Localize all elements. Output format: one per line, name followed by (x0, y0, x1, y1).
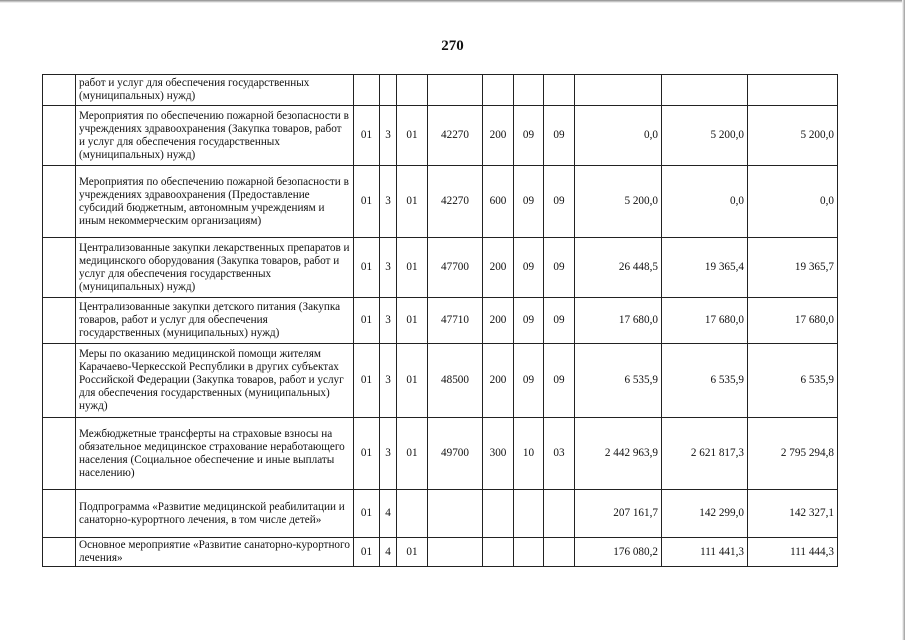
row-name-cell: Основное мероприятие «Развитие санаторно-курортного лечения» (76, 538, 354, 567)
table-row (43, 166, 838, 238)
row-code-cell: 4 (380, 490, 397, 538)
row-code-cell: 01 (354, 344, 380, 418)
row-code-cell: 01 (397, 238, 428, 298)
row-code-cell (544, 490, 575, 538)
row-code-cell (428, 75, 483, 106)
row-code-cell: 09 (514, 344, 544, 418)
row-name-cell: Централизованные закупки лекарственных препаратов и медицинского оборудования (Закупка товаров, работ и услуг для обеспечения государственных (муниципальных) нужд) (76, 238, 354, 298)
row-amount-cell: 0,0 (575, 106, 662, 166)
row-code-cell: 01 (397, 106, 428, 166)
row-amount-cell: 2 442 963,9 (575, 418, 662, 490)
row-code-cell (428, 490, 483, 538)
row-blank-cell (43, 418, 76, 490)
row-code-cell (514, 490, 544, 538)
row-code-cell: 200 (483, 238, 514, 298)
row-amount-cell: 176 080,2 (575, 538, 662, 567)
row-amount-cell (662, 75, 748, 106)
row-code-cell: 49700 (428, 418, 483, 490)
row-amount-cell: 142 327,1 (748, 490, 838, 538)
row-blank-cell (43, 538, 76, 567)
row-amount-cell: 19 365,7 (748, 238, 838, 298)
row-amount-cell (748, 75, 838, 106)
row-code-cell: 42270 (428, 166, 483, 238)
row-code-cell (483, 75, 514, 106)
row-name-cell: Подпрограмма «Развитие медицинской реабилитации и санаторно-курортного лечения, в том числе детей» (76, 490, 354, 538)
budget-table (42, 74, 838, 567)
scan-edge-top (0, 0, 905, 3)
row-code-cell: 300 (483, 418, 514, 490)
row-code-cell: 200 (483, 106, 514, 166)
row-code-cell: 47700 (428, 238, 483, 298)
table-body (43, 75, 838, 567)
row-amount-cell: 142 299,0 (662, 490, 748, 538)
table-row (43, 344, 838, 418)
row-amount-cell: 2 795 294,8 (748, 418, 838, 490)
row-code-cell (397, 490, 428, 538)
table-row (43, 490, 838, 538)
row-code-cell: 01 (354, 166, 380, 238)
row-name-cell: Централизованные закупки детского питания (Закупка товаров, работ и услуг для обеспечения государственных (муниципальных) нужд) (76, 298, 354, 344)
row-code-cell: 09 (514, 166, 544, 238)
table-row (43, 298, 838, 344)
row-code-cell: 01 (397, 298, 428, 344)
row-code-cell: 01 (354, 538, 380, 567)
row-code-cell: 47710 (428, 298, 483, 344)
row-code-cell: 09 (544, 238, 575, 298)
row-code-cell: 09 (544, 166, 575, 238)
row-code-cell: 01 (397, 166, 428, 238)
row-code-cell: 3 (380, 344, 397, 418)
row-amount-cell: 0,0 (748, 166, 838, 238)
table-row (43, 418, 838, 490)
row-blank-cell (43, 166, 76, 238)
row-amount-cell: 6 535,9 (748, 344, 838, 418)
row-code-cell: 09 (544, 106, 575, 166)
row-amount-cell: 19 365,4 (662, 238, 748, 298)
row-code-cell: 200 (483, 344, 514, 418)
row-name-cell: Мероприятия по обеспечению пожарной безопасности в учреждениях здравоохранения (Предоставление субсидий бюджетным, автономным учреждениям и иным некоммерческим организациям) (76, 166, 354, 238)
row-blank-cell (43, 75, 76, 106)
row-blank-cell (43, 344, 76, 418)
row-code-cell: 09 (514, 106, 544, 166)
page-number: 270 (441, 38, 464, 54)
row-code-cell (514, 75, 544, 106)
row-amount-cell: 5 200,0 (748, 106, 838, 166)
row-code-cell: 09 (514, 238, 544, 298)
row-code-cell: 01 (397, 538, 428, 567)
row-code-cell (397, 75, 428, 106)
row-code-cell: 3 (380, 166, 397, 238)
row-amount-cell: 5 200,0 (662, 106, 748, 166)
row-code-cell: 3 (380, 106, 397, 166)
row-code-cell: 3 (380, 298, 397, 344)
row-code-cell: 42270 (428, 106, 483, 166)
row-code-cell (544, 538, 575, 567)
row-amount-cell: 6 535,9 (575, 344, 662, 418)
row-amount-cell: 111 444,3 (748, 538, 838, 567)
row-code-cell: 09 (544, 298, 575, 344)
row-amount-cell: 6 535,9 (662, 344, 748, 418)
row-name-cell: работ и услуг для обеспечения государственных (муниципальных) нужд) (76, 75, 354, 106)
row-code-cell: 03 (544, 418, 575, 490)
row-code-cell: 4 (380, 538, 397, 567)
row-code-cell: 01 (354, 418, 380, 490)
row-amount-cell: 17 680,0 (662, 298, 748, 344)
table-row (43, 75, 838, 106)
row-amount-cell: 26 448,5 (575, 238, 662, 298)
row-code-cell (354, 75, 380, 106)
row-amount-cell: 17 680,0 (575, 298, 662, 344)
row-amount-cell: 0,0 (662, 166, 748, 238)
row-code-cell: 3 (380, 238, 397, 298)
row-amount-cell: 5 200,0 (575, 166, 662, 238)
row-code-cell: 600 (483, 166, 514, 238)
row-code-cell: 01 (354, 106, 380, 166)
row-amount-cell: 207 161,7 (575, 490, 662, 538)
row-code-cell: 01 (354, 298, 380, 344)
row-code-cell (483, 490, 514, 538)
row-name-cell: Мероприятия по обеспечению пожарной безопасности в учреждениях здравоохранения (Закупка товаров, работ и услуг для обеспечения государственных (муниципальных) нужд) (76, 106, 354, 166)
row-blank-cell (43, 238, 76, 298)
row-code-cell: 3 (380, 418, 397, 490)
row-amount-cell (575, 75, 662, 106)
row-code-cell (380, 75, 397, 106)
row-code-cell (514, 538, 544, 567)
row-code-cell: 01 (354, 238, 380, 298)
row-amount-cell: 2 621 817,3 (662, 418, 748, 490)
row-code-cell (483, 538, 514, 567)
row-amount-cell: 17 680,0 (748, 298, 838, 344)
row-blank-cell (43, 298, 76, 344)
row-code-cell (428, 538, 483, 567)
row-amount-cell: 111 441,3 (662, 538, 748, 567)
row-name-cell: Меры по оказанию медицинской помощи жителям Карачаево-Черкесской Республики в других субъектах Российской Федерации (Закупка товаров, работ и услуг для обеспечения государственных (муниципальных) нужд) (76, 344, 354, 418)
row-code-cell: 10 (514, 418, 544, 490)
row-blank-cell (43, 490, 76, 538)
row-code-cell: 09 (544, 344, 575, 418)
row-code-cell: 200 (483, 298, 514, 344)
table-row (43, 538, 838, 567)
row-code-cell (544, 75, 575, 106)
row-name-cell: Межбюджетные трансферты на страховые взносы на обязательное медицинское страхование неработающего населения (Социальное обеспечение и иные выплаты населению) (76, 418, 354, 490)
row-code-cell: 01 (354, 490, 380, 538)
row-code-cell: 01 (397, 344, 428, 418)
row-code-cell: 01 (397, 418, 428, 490)
row-code-cell: 48500 (428, 344, 483, 418)
row-code-cell: 09 (514, 298, 544, 344)
table-row (43, 106, 838, 166)
table-row (43, 238, 838, 298)
row-blank-cell (43, 106, 76, 166)
